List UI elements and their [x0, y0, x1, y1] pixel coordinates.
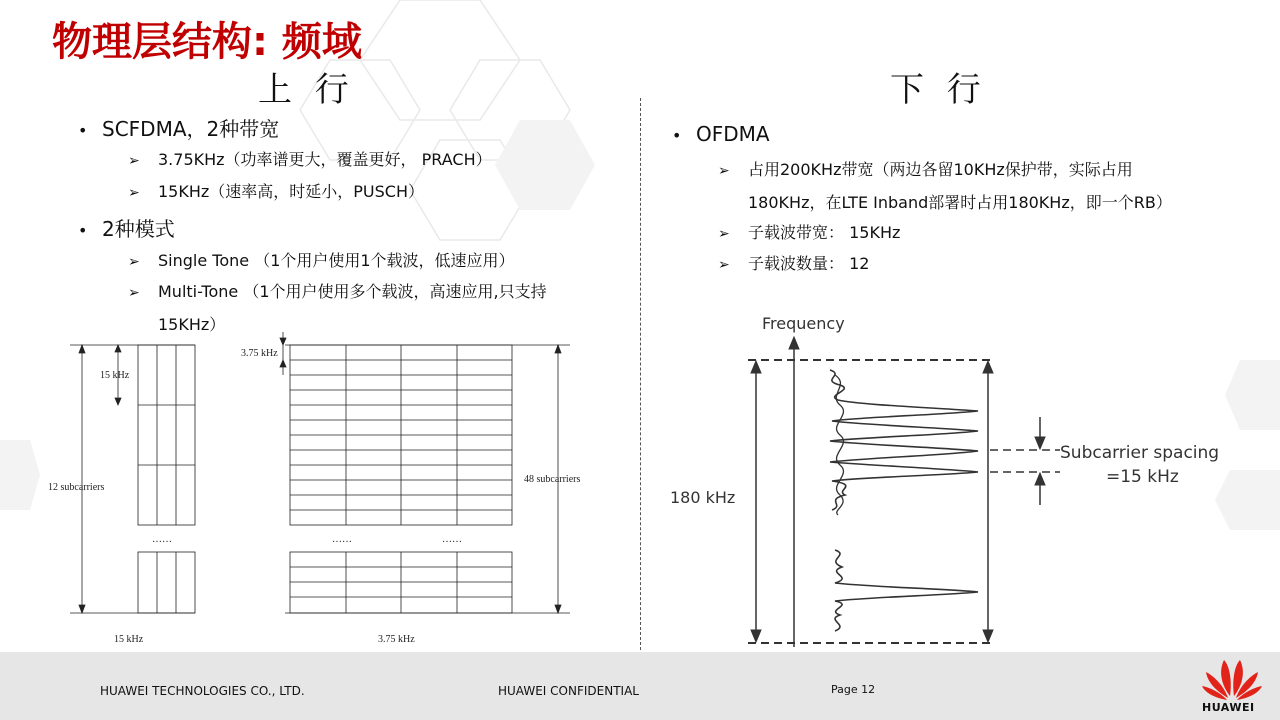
downlink-bullet-ofdma — [672, 122, 770, 146]
downlink-sub-spacing — [718, 217, 900, 250]
downlink-sub-count-text: 子载波数量： 12 — [748, 254, 870, 273]
uplink-label-48-subcarriers: 48 subcarriers — [524, 474, 581, 485]
uplink-heading: 上 行 — [258, 70, 355, 110]
downlink-sub-count — [718, 248, 869, 281]
downlink-bullet-ofdma-text: OFDMA — [696, 122, 770, 146]
footer-page-number: Page 12 — [831, 683, 876, 696]
page-title: 物理层结构: 频域 — [52, 19, 362, 65]
uplink-bullet-scfdma-text: SCFDMA，2种带宽 — [102, 117, 280, 141]
downlink-label-spacing-line1: Subcarrier spacing — [1060, 443, 1220, 463]
uplink-bullet-scfdma — [78, 113, 279, 142]
uplink-label-375-bottom: 3.75 kHz — [378, 634, 415, 645]
huawei-logo-text: HUAWEI — [1202, 701, 1255, 714]
downlink-subcarrier-spectrum-figure — [660, 305, 1240, 650]
uplink-ellipsis-mid: …… — [332, 534, 352, 545]
bullet-dot-icon: • — [78, 121, 88, 140]
column-divider — [640, 98, 641, 650]
uplink-label-12-subcarriers: 12 subcarriers — [48, 482, 105, 493]
uplink-ellipsis-right: …… — [442, 534, 462, 545]
footer-bar — [0, 652, 1280, 720]
uplink-sub-multi-tone-line1: Multi-Tone （1个用户使用多个载波，高速应用,只支持 — [158, 282, 547, 301]
downlink-sub-bandwidth — [718, 154, 1172, 218]
uplink-sub-375-text: 3.75KHz（功率谱更大，覆盖更好， PRACH） — [158, 150, 492, 169]
arrow-bullet-icon: ➢ — [128, 185, 140, 201]
downlink-label-spacing-line2: =15 kHz — [1106, 467, 1179, 487]
uplink-sub-single-tone — [128, 245, 515, 278]
uplink-label-375-top: 3.75 kHz — [241, 348, 278, 359]
uplink-label-15khz-bottom: 15 kHz — [114, 634, 144, 645]
arrow-bullet-icon: ➢ — [718, 257, 730, 273]
bullet-dot-icon: • — [78, 221, 88, 240]
uplink-bullet-modes-text: 2种模式 — [102, 217, 175, 241]
uplink-label-15khz-top: 15 kHz — [100, 370, 130, 381]
downlink-heading: 下 行 — [890, 70, 987, 110]
arrow-bullet-icon: ➢ — [128, 285, 140, 301]
footer-company: HUAWEI TECHNOLOGIES CO., LTD. — [100, 684, 305, 698]
downlink-label-180khz: 180 kHz — [670, 488, 736, 507]
uplink-ellipsis-left: …… — [152, 534, 172, 545]
downlink-label-frequency: Frequency — [762, 314, 845, 333]
arrow-bullet-icon: ➢ — [718, 226, 730, 242]
arrow-bullet-icon: ➢ — [718, 163, 730, 179]
arrow-bullet-icon: ➢ — [128, 254, 140, 270]
footer-confidential: HUAWEI CONFIDENTIAL — [498, 684, 639, 698]
arrow-bullet-icon: ➢ — [128, 153, 140, 169]
uplink-sub-single-tone-text: Single Tone （1个用户使用1个载波，低速应用） — [158, 251, 515, 270]
downlink-sub-bandwidth-line2: 180KHz，在LTE Inband部署时占用180KHz，即一个RB） — [748, 193, 1172, 212]
downlink-sub-bandwidth-line1: 占用200KHz带宽（两边各留10KHz保护带，实际占用 — [748, 160, 1133, 179]
uplink-subcarrier-grid-figure — [40, 330, 620, 648]
uplink-sub-multi-tone-line2: 15KHz） — [158, 315, 226, 334]
uplink-sub-15 — [128, 176, 424, 209]
uplink-sub-375 — [128, 144, 492, 177]
bullet-dot-icon: • — [672, 126, 682, 145]
uplink-sub-15-text: 15KHz（速率高，时延小，PUSCH） — [158, 182, 425, 201]
uplink-bullet-modes — [78, 213, 175, 242]
downlink-sub-spacing-text: 子载波带宽： 15KHz — [748, 223, 901, 242]
